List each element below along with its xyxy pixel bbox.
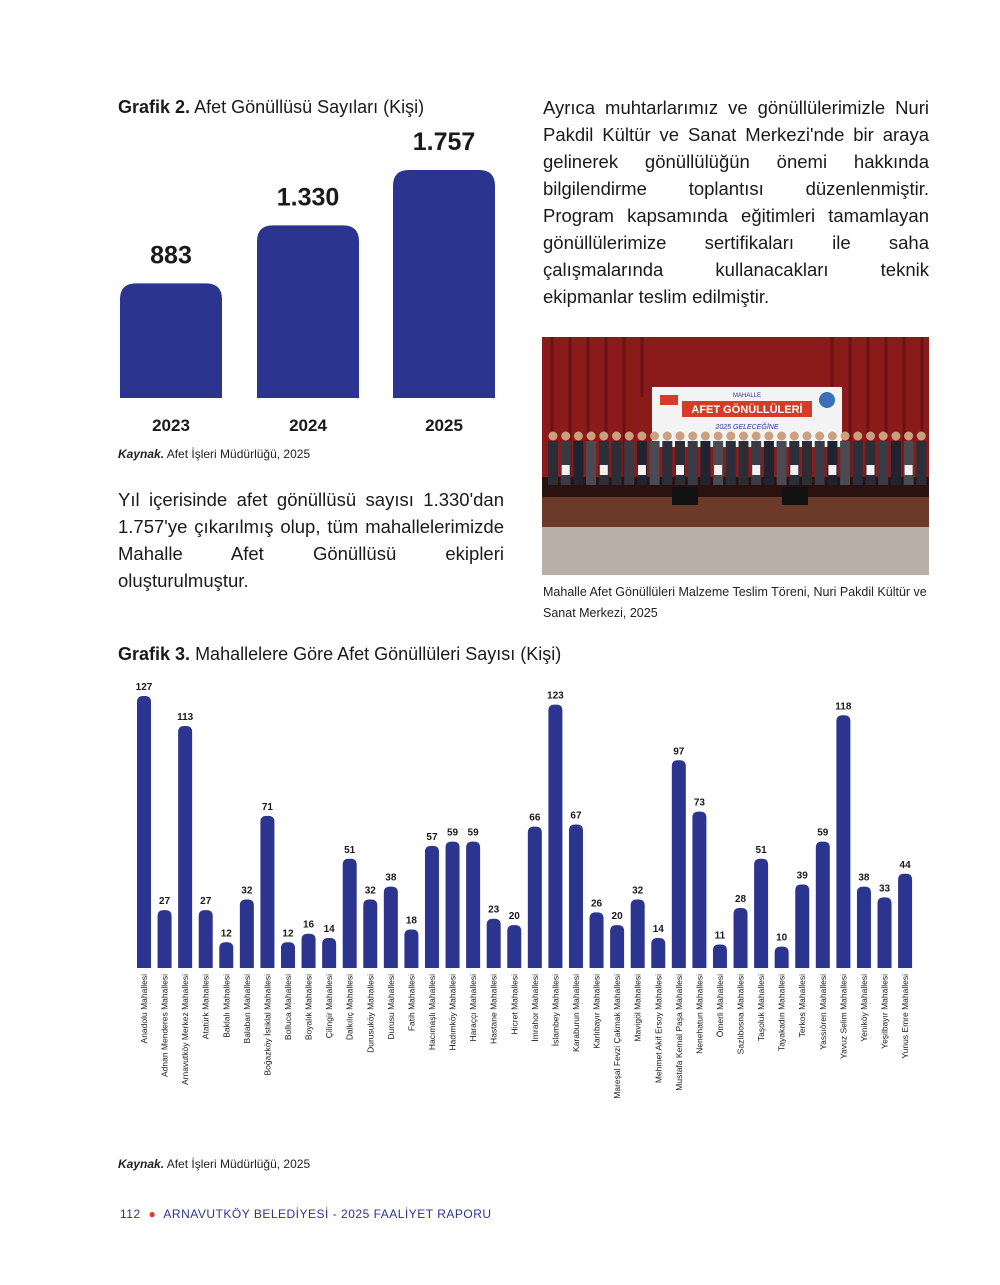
person-figure xyxy=(777,441,787,485)
graph3-bar xyxy=(548,705,562,968)
person-head xyxy=(625,432,634,441)
graph3-bar xyxy=(178,726,192,968)
graph3-bar xyxy=(219,942,233,968)
photo-caption: Mahalle Afet Gönüllüleri Malzeme Teslim Töreni, Nuri Pakdil Kültür ve Sanat Merkezi, 2025 xyxy=(543,585,927,620)
ceremony-photo xyxy=(542,337,929,575)
graph3-value-label: 14 xyxy=(652,924,664,936)
graph3-category-label: Boyalık Mahallesi xyxy=(303,974,314,1041)
graph3-value-label: 32 xyxy=(241,885,253,897)
graph2-source-label: Kaynak. xyxy=(118,447,165,461)
person-head xyxy=(828,432,837,441)
graph3-value-label: 26 xyxy=(590,898,603,910)
graph3-bar xyxy=(631,899,645,968)
graph3-category-label: Balaban Mahallesi xyxy=(241,974,252,1044)
certificate-bag xyxy=(638,465,646,475)
certificate-bag xyxy=(867,465,875,475)
graph3-bar xyxy=(878,897,892,968)
graph3-category-label: Terkos Mahallesi xyxy=(797,974,808,1038)
graph3-category-label: Durusuköy Mahallesi xyxy=(365,974,376,1053)
graph3-category-label: Hicret Mahallesi xyxy=(509,974,520,1035)
graph3-bar xyxy=(898,874,912,968)
graph3-value-label: 44 xyxy=(899,859,911,871)
graph3-value-label: 32 xyxy=(632,885,644,897)
graph3-bar xyxy=(322,938,336,968)
person-figure xyxy=(662,441,672,485)
graph3-value-label: 66 xyxy=(529,812,541,824)
graph3-caption xyxy=(118,644,561,665)
banner-sub-text: 2025 GELECEĞİNE xyxy=(715,424,779,431)
person-figure xyxy=(891,441,901,485)
person-figure xyxy=(637,441,647,485)
person-head xyxy=(549,432,558,441)
graph3-category-label: Yeşilbayır Mahallesi xyxy=(879,974,890,1049)
person-head xyxy=(803,432,812,441)
page-footer xyxy=(120,1207,492,1221)
person-head xyxy=(891,432,900,441)
person-figure xyxy=(675,441,685,485)
graph3-bar xyxy=(857,887,871,968)
person-figure xyxy=(548,441,558,485)
graph3-bar xyxy=(795,884,809,968)
graph3-category-label: Haraççı Mahallesi xyxy=(468,974,479,1042)
graph3-value-label: 28 xyxy=(734,894,747,906)
graph3-value-label: 97 xyxy=(673,746,685,758)
graph3-bar xyxy=(487,919,501,968)
graph3-chart xyxy=(110,672,930,1152)
graph3-value-label: 57 xyxy=(426,831,438,843)
graph3-bar xyxy=(404,929,418,968)
person-head xyxy=(917,432,926,441)
graph3-bar xyxy=(425,846,439,968)
person-figure xyxy=(764,441,774,485)
graph2-category-label: 2023 xyxy=(152,416,190,435)
person-head xyxy=(739,432,748,441)
person-figure xyxy=(827,441,837,485)
person-head xyxy=(790,432,799,441)
graph3-bar xyxy=(240,899,254,968)
graph3-value-label: 51 xyxy=(344,844,356,856)
graph3-value-label: 113 xyxy=(177,711,194,723)
person-head xyxy=(714,432,723,441)
graph3-value-label: 32 xyxy=(364,885,376,897)
graph3-category-label: Mustafa Kemal Paşa Mahallesi xyxy=(673,974,684,1091)
graph3-bar xyxy=(590,912,604,968)
graph3-value-label: 73 xyxy=(693,797,705,809)
graph3-category-label: Dalkılıç Mahallesi xyxy=(344,974,355,1041)
person-head xyxy=(815,432,824,441)
person-head xyxy=(561,432,570,441)
graph3-category-label: İslambey Mahallesi xyxy=(550,974,561,1047)
graph3-bar xyxy=(672,760,686,968)
graph3-value-label: 67 xyxy=(570,810,582,822)
graph3-bar xyxy=(569,825,583,968)
person-figure xyxy=(878,441,888,485)
graph3-value-label: 18 xyxy=(405,915,417,927)
person-head xyxy=(726,432,735,441)
graph3-bar xyxy=(199,910,213,968)
graph3-value-label: 59 xyxy=(446,827,459,839)
graph3-category-label: Baklalı Mahallesi xyxy=(221,974,232,1038)
graph3-bar xyxy=(610,925,624,968)
person-head xyxy=(841,432,850,441)
graph3-value-label: 33 xyxy=(878,883,891,895)
graph3-value-label: 59 xyxy=(817,827,829,839)
graph3-bar xyxy=(507,925,521,968)
summary-paragraph: Yıl içerisinde afet gönüllüsü sayısı 1.330'dan 1.757'ye çıkarılmış olup, tüm mahallelerimizde Mahalle Afet Gönüllüsü ekipleri oluşturulmuştur. xyxy=(118,489,504,591)
graph2-bar xyxy=(393,170,495,398)
person-figure xyxy=(561,441,571,485)
graph3-bar xyxy=(836,715,850,968)
graph3-category-label: Mareşal Fevzi Çakmak Mahallesi xyxy=(612,974,623,1099)
graph3-bar xyxy=(466,842,480,968)
graph3-bar xyxy=(528,827,542,968)
person-head xyxy=(650,432,659,441)
person-figure xyxy=(713,441,723,485)
graph3-category-label: Arnavutköy Merkez Mahallesi xyxy=(180,974,191,1086)
person-figure xyxy=(815,441,825,485)
graph2-label: Grafik 2. xyxy=(118,97,191,117)
person-head xyxy=(904,432,913,441)
person-figure xyxy=(739,441,749,485)
graph3-category-label: Taşoluk Mahallesi xyxy=(756,974,767,1042)
certificate-bag xyxy=(828,465,836,475)
page-number: 112 xyxy=(120,1207,141,1221)
certificate-bag xyxy=(752,465,760,475)
graph2-title: Afet Gönüllüsü Sayıları (Kişi) xyxy=(194,97,425,117)
graph2-source-text: Afet İşleri Müdürlüğü, 2025 xyxy=(166,447,311,461)
person-head xyxy=(587,432,596,441)
person-head xyxy=(574,432,583,441)
graph3-bar xyxy=(651,938,665,968)
graph3-bar xyxy=(281,942,295,968)
person-figure xyxy=(853,441,863,485)
graph3-value-label: 23 xyxy=(488,904,500,916)
graph3-value-label: 38 xyxy=(385,872,397,884)
graph3-value-label: 38 xyxy=(858,872,870,884)
graph3-category-label: Yassıören Mahallesi xyxy=(817,974,828,1050)
graph3-value-label: 14 xyxy=(323,924,335,936)
graph3-label: Grafik 3. xyxy=(118,644,191,664)
graph3-bar xyxy=(692,812,706,968)
person-head xyxy=(853,432,862,441)
certificate-bag xyxy=(562,465,570,475)
graph3-category-label: Karlıbayır Mahallesi xyxy=(591,974,602,1049)
person-head xyxy=(752,432,761,441)
person-figure xyxy=(700,441,710,485)
person-figure xyxy=(586,441,596,485)
person-head xyxy=(701,432,710,441)
graph3-bar xyxy=(775,947,789,968)
graph3-value-label: 27 xyxy=(200,896,212,908)
person-figure xyxy=(573,441,583,485)
graph3-bar xyxy=(713,944,727,968)
graph3-category-label: Ömerli Mahallesi xyxy=(714,974,725,1038)
graph3-category-label: Bolluca Mahallesi xyxy=(282,974,293,1041)
person-figure xyxy=(751,441,761,485)
footer-report: 2025 FAALİYET RAPORU xyxy=(341,1207,492,1221)
graph3-value-label: 118 xyxy=(835,701,852,713)
graph3-title: Mahallelere Göre Afet Gönüllüleri Sayısı (Kişi) xyxy=(195,644,562,664)
graph3-bar xyxy=(446,842,460,968)
banner-title-text: AFET GÖNÜLLÜLERİ xyxy=(691,404,803,416)
graph3-category-label: Nenehatun Mahallesi xyxy=(694,974,705,1054)
graph3-value-label: 51 xyxy=(755,844,767,856)
person-figure xyxy=(624,441,634,485)
graph3-source-text: Afet İşleri Müdürlüğü, 2025 xyxy=(166,1157,311,1171)
graph3-bar xyxy=(158,910,172,968)
person-head xyxy=(599,432,608,441)
person-figure xyxy=(726,441,736,485)
certificate-bag xyxy=(905,465,913,475)
person-head xyxy=(688,432,697,441)
person-head xyxy=(663,432,672,441)
graph2-category-label: 2024 xyxy=(289,416,327,435)
graph3-bar xyxy=(260,816,274,968)
graph3-bar xyxy=(343,859,357,968)
graph3-category-label: Hastane Mahallesi xyxy=(488,974,499,1044)
graph3-value-label: 123 xyxy=(547,690,564,702)
graph2-chart xyxy=(110,118,510,448)
graph2-source xyxy=(118,447,310,461)
graph3-value-label: 71 xyxy=(261,801,273,813)
graph3-category-label: Atatürk Mahallesi xyxy=(200,974,211,1040)
graph3-category-label: İmrahor Mahallesi xyxy=(529,974,540,1042)
person-figure xyxy=(650,441,660,485)
person-head xyxy=(612,432,621,441)
person-figure xyxy=(599,441,609,485)
graph3-bar xyxy=(816,842,830,968)
certificate-bag xyxy=(714,465,722,475)
graph3-bar xyxy=(734,908,748,968)
graph3-category-label: Yunus Emre Mahallesi xyxy=(900,974,911,1059)
graph3-value-label: 27 xyxy=(159,896,171,908)
graph3-category-label: Çilingir Mahallesi xyxy=(324,974,335,1039)
graph3-category-label: Boğazköy İstiklal Mahallesi xyxy=(262,974,273,1076)
person-figure xyxy=(802,441,812,485)
graph3-category-label: Fatih Mahallesi xyxy=(406,974,417,1032)
footer-separator: - xyxy=(332,1207,338,1221)
graph3-category-label: Karaburun Mahallesi xyxy=(570,974,581,1052)
graph3-value-label: 12 xyxy=(220,928,232,940)
graph3-value-label: 39 xyxy=(796,870,808,882)
graph2-category-label: 2025 xyxy=(425,416,463,435)
footer-org: ARNAVUTKÖY BELEDİYESİ xyxy=(163,1207,329,1221)
person-head xyxy=(866,432,875,441)
graph3-bar xyxy=(754,859,768,968)
graph3-category-label: Yavuz Selim Mahallesi xyxy=(838,974,849,1059)
person-head xyxy=(777,432,786,441)
graph3-category-label: Yeniköy Mahallesi xyxy=(858,974,869,1042)
graph3-category-label: Mavigöl Mahallesi xyxy=(632,974,643,1042)
graph3-bar xyxy=(363,899,377,968)
intro-paragraph: Ayrıca muhtarlarımız ve gönüllülerimizle Nuri Pakdil Kültür ve Sanat Merkezi'nde bir araya gelinerek gönüllülüğün önemi hakkında bilgilendirme toplantısı düzenlenmiştir. Program kapsamında eğitimleri tamamlayan gönüllülerimize sertifikaları ile saha çalışmalarında kullanacakları teknik ekipmanlar teslim edilmiştir. xyxy=(543,97,929,307)
certificate-bag xyxy=(600,465,608,475)
graph3-source xyxy=(118,1157,310,1171)
graph2-value-label: 1.330 xyxy=(276,183,340,212)
graph2-bar xyxy=(120,283,222,398)
graph2-caption xyxy=(118,97,424,118)
person-head xyxy=(637,432,646,441)
person-figure xyxy=(904,441,914,485)
graph3-bar xyxy=(302,934,316,968)
graph3-category-label: Anadolu Mahallesi xyxy=(139,974,149,1044)
person-figure xyxy=(789,441,799,485)
graph3-value-label: 10 xyxy=(776,932,788,944)
person-figure xyxy=(916,441,926,485)
graph3-source-label: Kaynak. xyxy=(118,1157,165,1171)
graph2-value-label: 1.757 xyxy=(412,128,476,156)
graph3-category-label: Hadımköy Mahallesi xyxy=(447,974,458,1051)
graph3-category-label: Adnan Menderes Mahallesi xyxy=(159,974,170,1078)
certificate-bag xyxy=(790,465,798,475)
graph3-bar xyxy=(384,887,398,968)
banner-small-text: MAHALLE xyxy=(732,393,762,399)
person-figure xyxy=(612,441,622,485)
person-figure xyxy=(840,441,850,485)
graph3-category-label: Hacımaşlı Mahallesi xyxy=(426,974,437,1051)
graph3-category-label: Durusu Mahallesi xyxy=(385,974,396,1040)
person-head xyxy=(879,432,888,441)
graph3-category-label: Mehmet Akif Ersoy Mahallesi xyxy=(653,974,664,1084)
graph3-value-label: 20 xyxy=(611,911,623,923)
graph3-value-label: 16 xyxy=(302,919,315,931)
person-head xyxy=(764,432,773,441)
graph3-category-label: Tayakadın Mahallesi xyxy=(776,974,787,1052)
graph3-bar xyxy=(137,696,151,968)
graph3-value-label: 20 xyxy=(508,911,520,923)
footer-dot-icon: ● xyxy=(148,1207,157,1221)
graph3-value-label: 11 xyxy=(714,930,726,942)
person-figure xyxy=(688,441,698,485)
certificate-bag xyxy=(676,465,684,475)
person-figure xyxy=(866,441,876,485)
graph3-value-label: 127 xyxy=(135,682,153,693)
graph3-value-label: 59 xyxy=(467,827,479,839)
person-head xyxy=(676,432,685,441)
graph3-value-label: 12 xyxy=(282,928,294,940)
graph2-value-label: 883 xyxy=(150,241,192,270)
graph2-bar xyxy=(257,225,359,398)
graph3-category-label: Sazlıbosna Mahallesi xyxy=(735,974,746,1055)
